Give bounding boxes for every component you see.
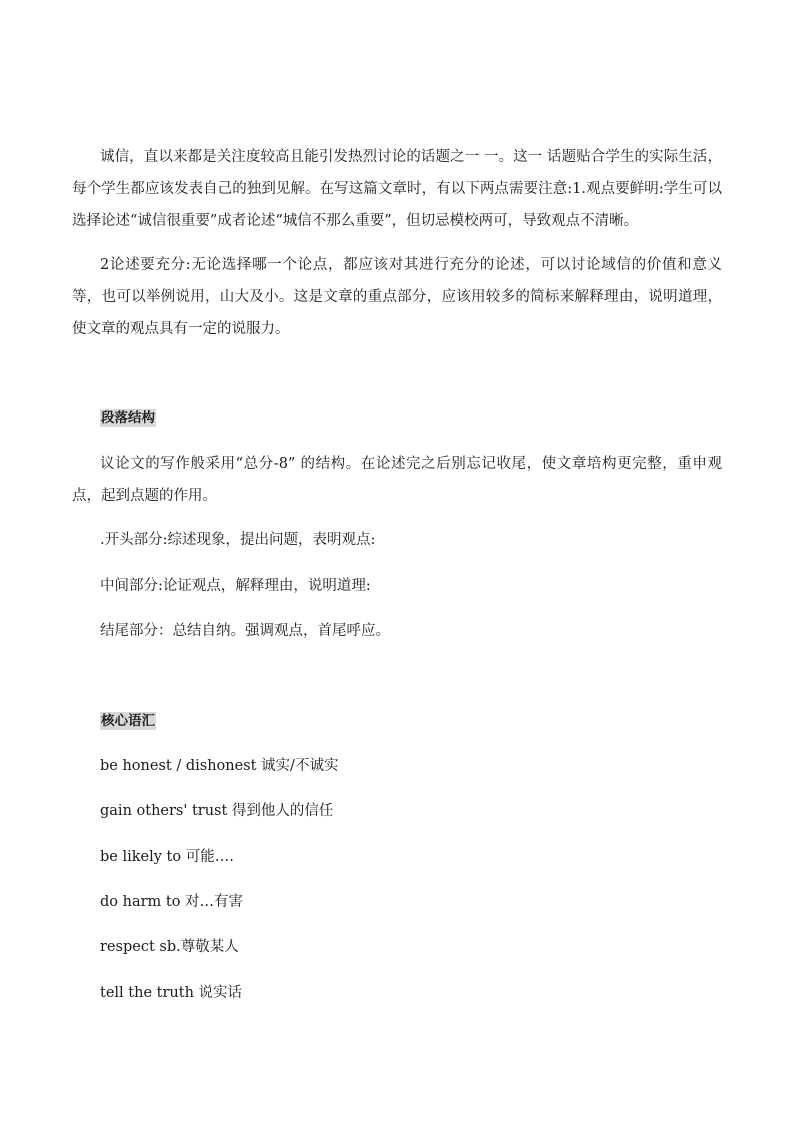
section-heading-structure: 段落结构: [101, 410, 155, 426]
vocab-item: respect sb.尊敬某人: [100, 939, 239, 955]
structure-middle: 中间部分:论证观点，解释理由，说明道理:: [100, 578, 371, 594]
structure-paragraph: 议论文的写作般采用“总分-8” 的结构。在论述完之后别忘记收尾，使文章培构更完整，重申观点，起到点题的作用。: [72, 456, 722, 504]
section-heading-vocab: 核心语汇: [101, 713, 155, 729]
structure-ending: 结尾部分：总结自纳。强调观点，首尾呼应。: [100, 623, 390, 639]
vocab-item: do harm to 对…有害: [100, 894, 244, 910]
intro-paragraph-2: 2论述要充分:无论选择哪一个论点，都应该对其进行充分的论述，可以讨论域信的价值和意义等，也可以举例说用，山大及小。这是文章的重点部分，应该用较多的简标来解释理由，说明道理，使文章的观点具有一定的说服力。: [72, 257, 722, 337]
vocab-item: gain others' trust 得到他人的信任: [100, 803, 334, 819]
vocab-item: tell the truth 说实话: [100, 985, 243, 1001]
vocab-item: be likely to 可能….: [100, 849, 234, 865]
structure-opening: .开头部分:综述现象，提出问题，表明观点:: [100, 532, 376, 548]
vocab-item: be honest / dishonest 诚实/不诚实: [100, 758, 339, 774]
intro-paragraph-1: 诚信，直以来都是关注度较高且能引发热烈讨论的话题之一 一。这一 话题贴合学生的实际生活，每个学生都应该发表自己的独到见解。在写这篇文章时，有以下两点需要注意:1.观点要鲜明:学生可以选择论述“诚信很重要”成者论述“城信不那么重要”，但切忌模校两可，导致观点不清晰。: [72, 149, 722, 229]
